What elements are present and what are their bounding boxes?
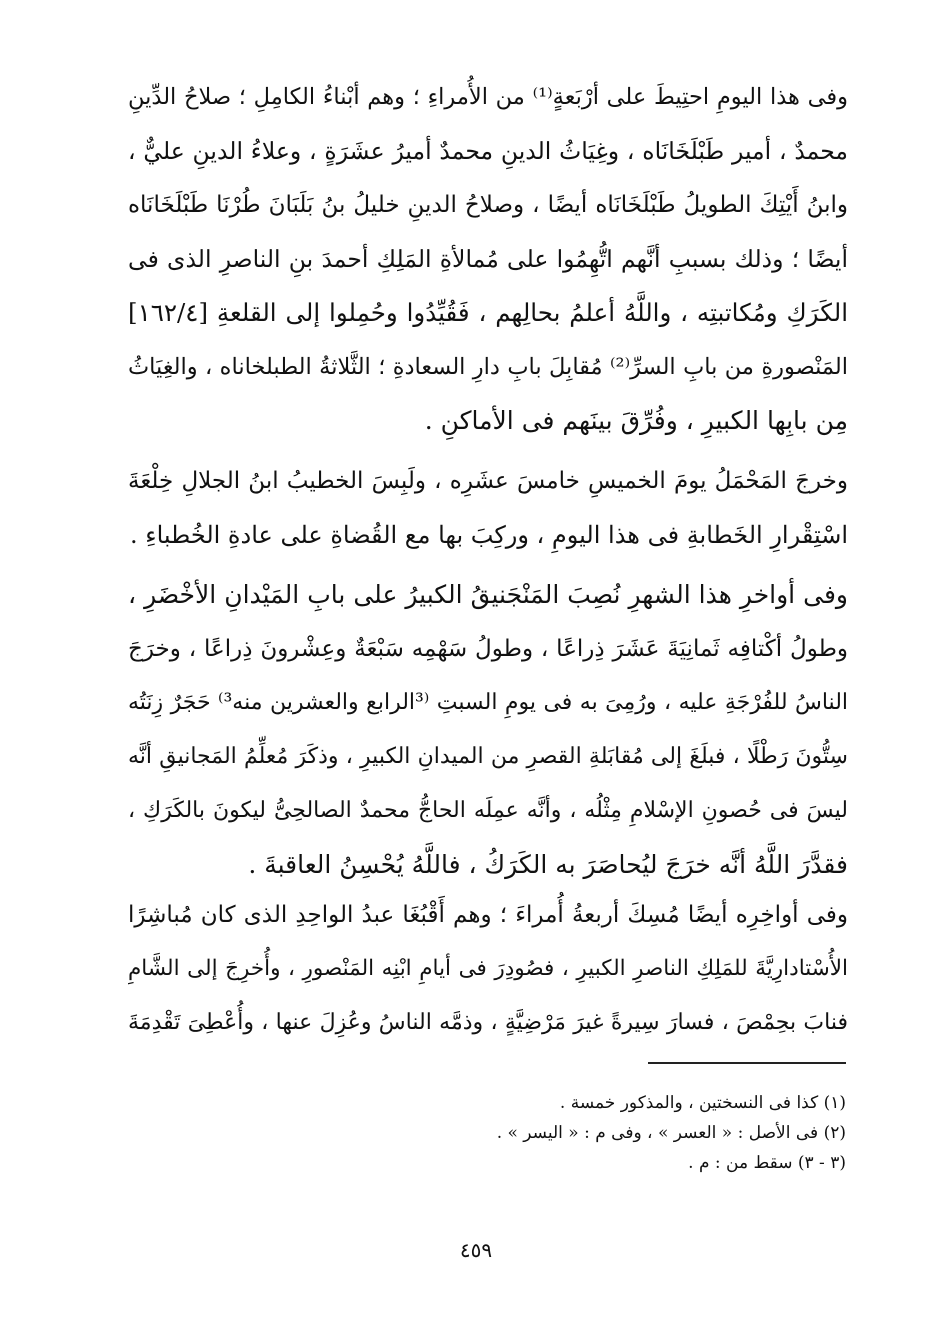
text-line: الأُسْتادارِيَّةَ للمَلِكِ الناصرِ الكبيرِ ، فصُودِرَ فى أيامِ ابْنِه المَنْصورِ ، وأُخرِجَ إلى الشَّامِ: [128, 956, 848, 981]
footnotes: [400, 1088, 846, 1178]
text-line: وفى أواخرِ هذا الشهرِ نُصِبَ المَنْجَنيقُ الكبيرُ على بابِ المَيْدانِ الأخْضَرِ ،: [128, 580, 848, 609]
text-line: الناسُ للفُرْجَةِ عليه ، ورُمِىَ به فى يومِ السبتِ ⁽³الرابع والعشرين منه³⁾ حَجَرٌ زِنَتُه: [128, 690, 848, 715]
text-line: وابنُ أَيْتِكَ الطويلُ طَبْلَخَانَاه أيضًا ، وصلاحُ الدينِ خليلُ بنُ بَلَبَانَ طُرْنَا طَبْلَخَانَاه: [128, 192, 848, 218]
paragraph-2: [128, 454, 848, 562]
text-line: وطولُ أكْتافِه ثَمانِيَةَ عَشَرَ ذِراعًا ، وطولُ سَهْمِه سَبْعَةٌ وعِشْرونَ ذِراعًا ، وخرَجَ: [128, 636, 848, 662]
paragraph-3: [128, 568, 848, 892]
footnote-divider: [648, 1062, 846, 1064]
footnote: (٢) فى الأصل : « العسر » ، وفى م : « اليسر » .: [496, 1123, 846, 1143]
footnote: (٣ - ٣) سقط من : م .: [688, 1153, 846, 1173]
text-line: الكَرَكِ ومُكاتبتِه ، واللَّهُ أعلمُ بحالِهم ، فَقُيِّدُوا وحُمِلوا إلى القلعةِ [١٦٢/٤]: [128, 298, 848, 327]
text-line: مِن بابِها الكبيرِ ، وفُرِّقَ بينَهم فى الأماكنِ .: [424, 406, 848, 435]
text-line: اسْتِقْرارِ الخَطابةِ فى هذا اليومِ ، وركِبَ بها مع القُضاةِ على عادةِ الخُطباءِ .: [130, 521, 848, 549]
text-line: ليسَ فى حُصونِ الإسْلامِ مِثْلُه ، وأنَّه عمِلَه الحاجُّ محمدٌ الصالحِىُّ ليكونَ بالكَرَكِ ،: [128, 798, 848, 823]
text-line: وخرجَ المَحْمَلُ يومَ الخميسِ خامسَ عشَرِه ، ولَبِسَ الخطيبُ ابنُ الجلالِ خِلْعَةَ: [128, 468, 848, 494]
page-number: ٤٥٩: [459, 1238, 493, 1262]
text-line: وفى أواخِرِه أيضًا مُسِكَ أربعةُ أُمراءَ ؛ وهم أَقْبُغَا عبدُ الواحِدِ الذى كان مُباشِرًا: [128, 902, 848, 928]
text-line: محمدٌ ، أمير طَبْلَخَانَاه ، وغِيَاثُ الدينِ محمدٌ أميرُ عشَرَةٍ ، وعلاءُ الدينِ عليٌّ ،: [128, 137, 848, 165]
text-line: أيضًا ؛ وذلك بسببِ أنَّهم اتُّهِمُوا على مُمالأةِ المَلِكِ أحمدَ بنِ الناصرِ الذى فى: [128, 245, 848, 273]
text-line: فقدَّرَ اللَّهُ أنَّه خرَجَ ليُحاصَرَ به الكَرَكُ ، فاللَّهُ يُحْسِنُ العاقبةَ .: [248, 850, 848, 879]
paragraph-1: [128, 70, 848, 448]
text-line: المَنْصورةِ من بابِ السرِّ⁽²⁾ مُقابِلَ بابِ دارِ السعادةِ ؛ الثَّلاثةُ الطبلخاناه ، والغِيَاثُ: [128, 354, 848, 380]
paragraph-4: [128, 888, 848, 1050]
text-line: سِتُّونَ رَطْلًا ، فبلَغَ إلى مُقابَلةِ القصرِ من الميدانِ الكبيرِ ، وذكَرَ مُعلِّمُ المَجانيقِ أنَّه: [128, 744, 848, 769]
text-line: فنابَ بحِمْصَ ، فسارَ سِيرةً غيرَ مَرْضِيَّةٍ ، وذمَّه الناسُ وعُزِلَ عنها ، وأُعْطِىَ تَقْدِمَةَ: [128, 1010, 848, 1035]
text-line: وفى هذا اليومِ احتِيطَ على أرْبَعةٍ⁽¹⁾ من الأُمراءِ ؛ وهم أبْناءُ الكامِلِ ؛ صلاحُ الدِّينِ: [128, 84, 848, 110]
footnote: (١) كذا فى النسختين ، والمذكور خمسة .: [559, 1093, 846, 1113]
